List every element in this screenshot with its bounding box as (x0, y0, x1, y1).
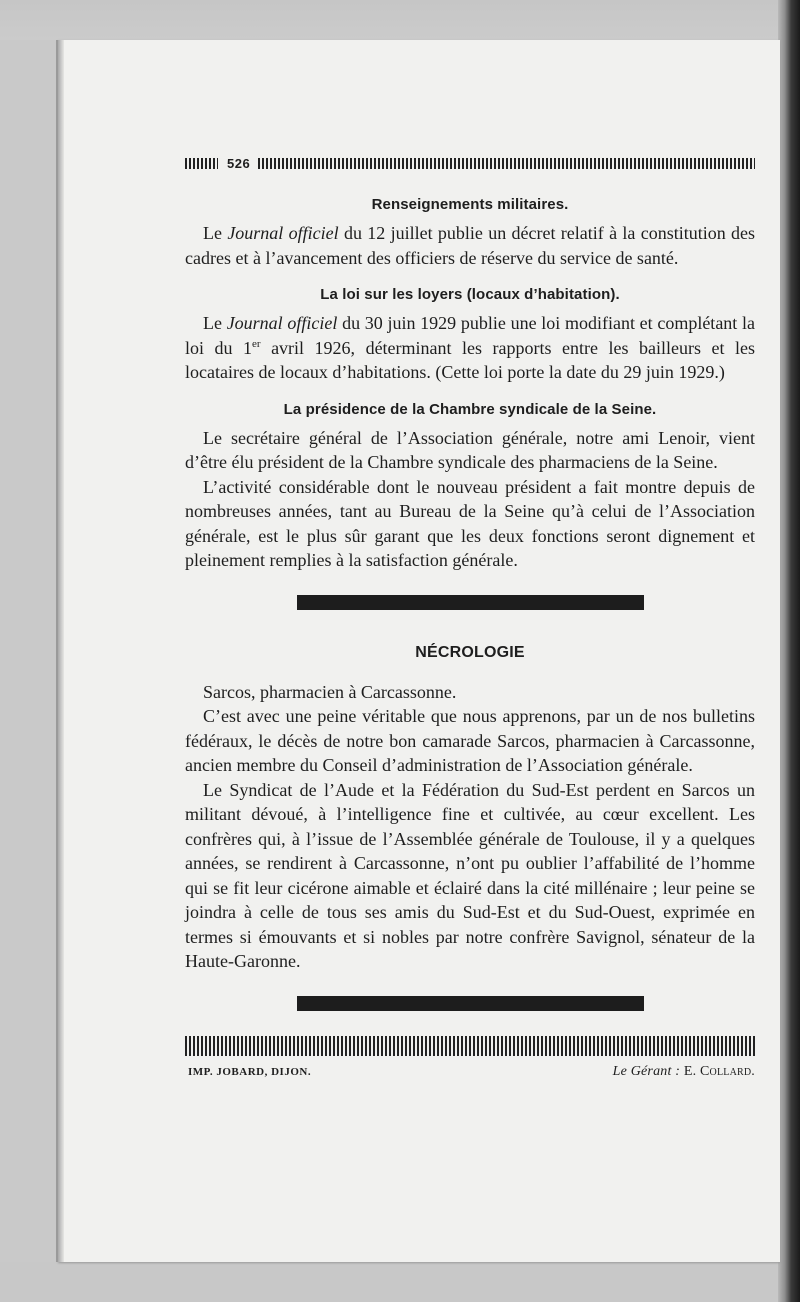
page-footer (185, 1064, 755, 1080)
text-run: Le (203, 223, 228, 243)
section-title-renseignements: Renseignements militaires. (371, 196, 569, 213)
page-content (185, 154, 755, 1080)
journal-title: Journal officiel (227, 223, 339, 243)
paragraph-renseignements (185, 221, 755, 270)
footer-rule (185, 1036, 755, 1056)
paragraph-presidence-1: Le secrétaire général de l’Association générale, notre ami Lenoir, vient d’être élu président de la Chambre syndicale des pharmaciens de la Seine. (185, 427, 755, 472)
header-rule-right (258, 158, 755, 169)
separator-bar (297, 595, 644, 610)
paragraph-necrologie-1: Sarcos, pharmacien à Carcassonne. (203, 681, 457, 702)
scan-background-bottom (0, 1262, 800, 1302)
text-run: du 30 juin 1929 publie une loi modifiant et complétant la loi du 1 (185, 313, 755, 358)
paragraph-necrologie-2: C’est avec une peine véritable que nous apprenons, par un de nos bulletins fédéraux, le décès de notre bon camarade Sarcos, pharmacien à Carcassonne, ancien membre du Conseil d’administration de l’Association générale. (185, 706, 755, 775)
header-rule-left (185, 158, 218, 169)
paragraph-loi-loyers (185, 311, 755, 385)
printed-page (58, 40, 780, 1262)
paragraph-necrologie-3: Le Syndicat de l’Aude et la Fédération du Sud-Est perdent en Sarcos un militant dévoué, à l’intelligence fine et cultivée, au cœur excellent. Les confrères qui, à l’issue de l’Assemblée générale de Toulouse, il y a quelques années, se rendirent à Carcassonne, n’ont pu oublier l’affabilité de l’homme qui se fit leur cicérone aimable et éclairé dans la cité millénaire ; leur peine se joindra à celle de tous ses amis du Sud-Est et du Sud-Ouest, exprimée en termes si émouvants et si nobles par notre confrère Savignol, sénateur de la Haute-Garonne. (185, 779, 755, 971)
text-run: avril 1926, déterminant les rapports entre les bailleurs et les locataires de locaux d’habitations. (Cette loi porte la date du 29 juin 1929.) (185, 337, 755, 382)
scan-background-right (778, 0, 800, 1302)
printer-imprint: IMP. JOBARD, DIJON. (188, 1065, 312, 1078)
text-run: Le (203, 313, 227, 333)
page-left-edge (58, 40, 64, 1262)
section-title-presidence: La présidence de la Chambre syndicale de la Seine. (283, 400, 657, 418)
page-number: 526 (227, 155, 251, 171)
text-run: du 12 juillet publie un décret relatif à la constitution des cadres et à l’avancement des officiers de réserve du service de santé. (185, 223, 756, 268)
gerant-credit (613, 1064, 755, 1080)
section-title-necrologie: NÉCROLOGIE (415, 643, 525, 661)
journal-title: Journal officiel (226, 313, 338, 333)
paragraph-presidence-2: L’activité considérable dont le nouveau président a fait montre depuis de nombreuses années, tant au Bureau de la Seine qu’à celui de l’Association générale, est le plus sûr garant que les deux fonctions seront dignement et pleinement remplies à la satisfaction générale. (185, 476, 755, 570)
page-header (185, 154, 755, 172)
separator-bar (297, 996, 644, 1011)
scan-background-top (0, 0, 800, 40)
superscript: er (252, 337, 261, 350)
gerant-label: Le Gérant : (612, 1063, 681, 1079)
gerant-name: E. Collard. (683, 1063, 755, 1079)
section-title-loi-loyers: La loi sur les loyers (locaux d’habitation). (320, 286, 620, 303)
